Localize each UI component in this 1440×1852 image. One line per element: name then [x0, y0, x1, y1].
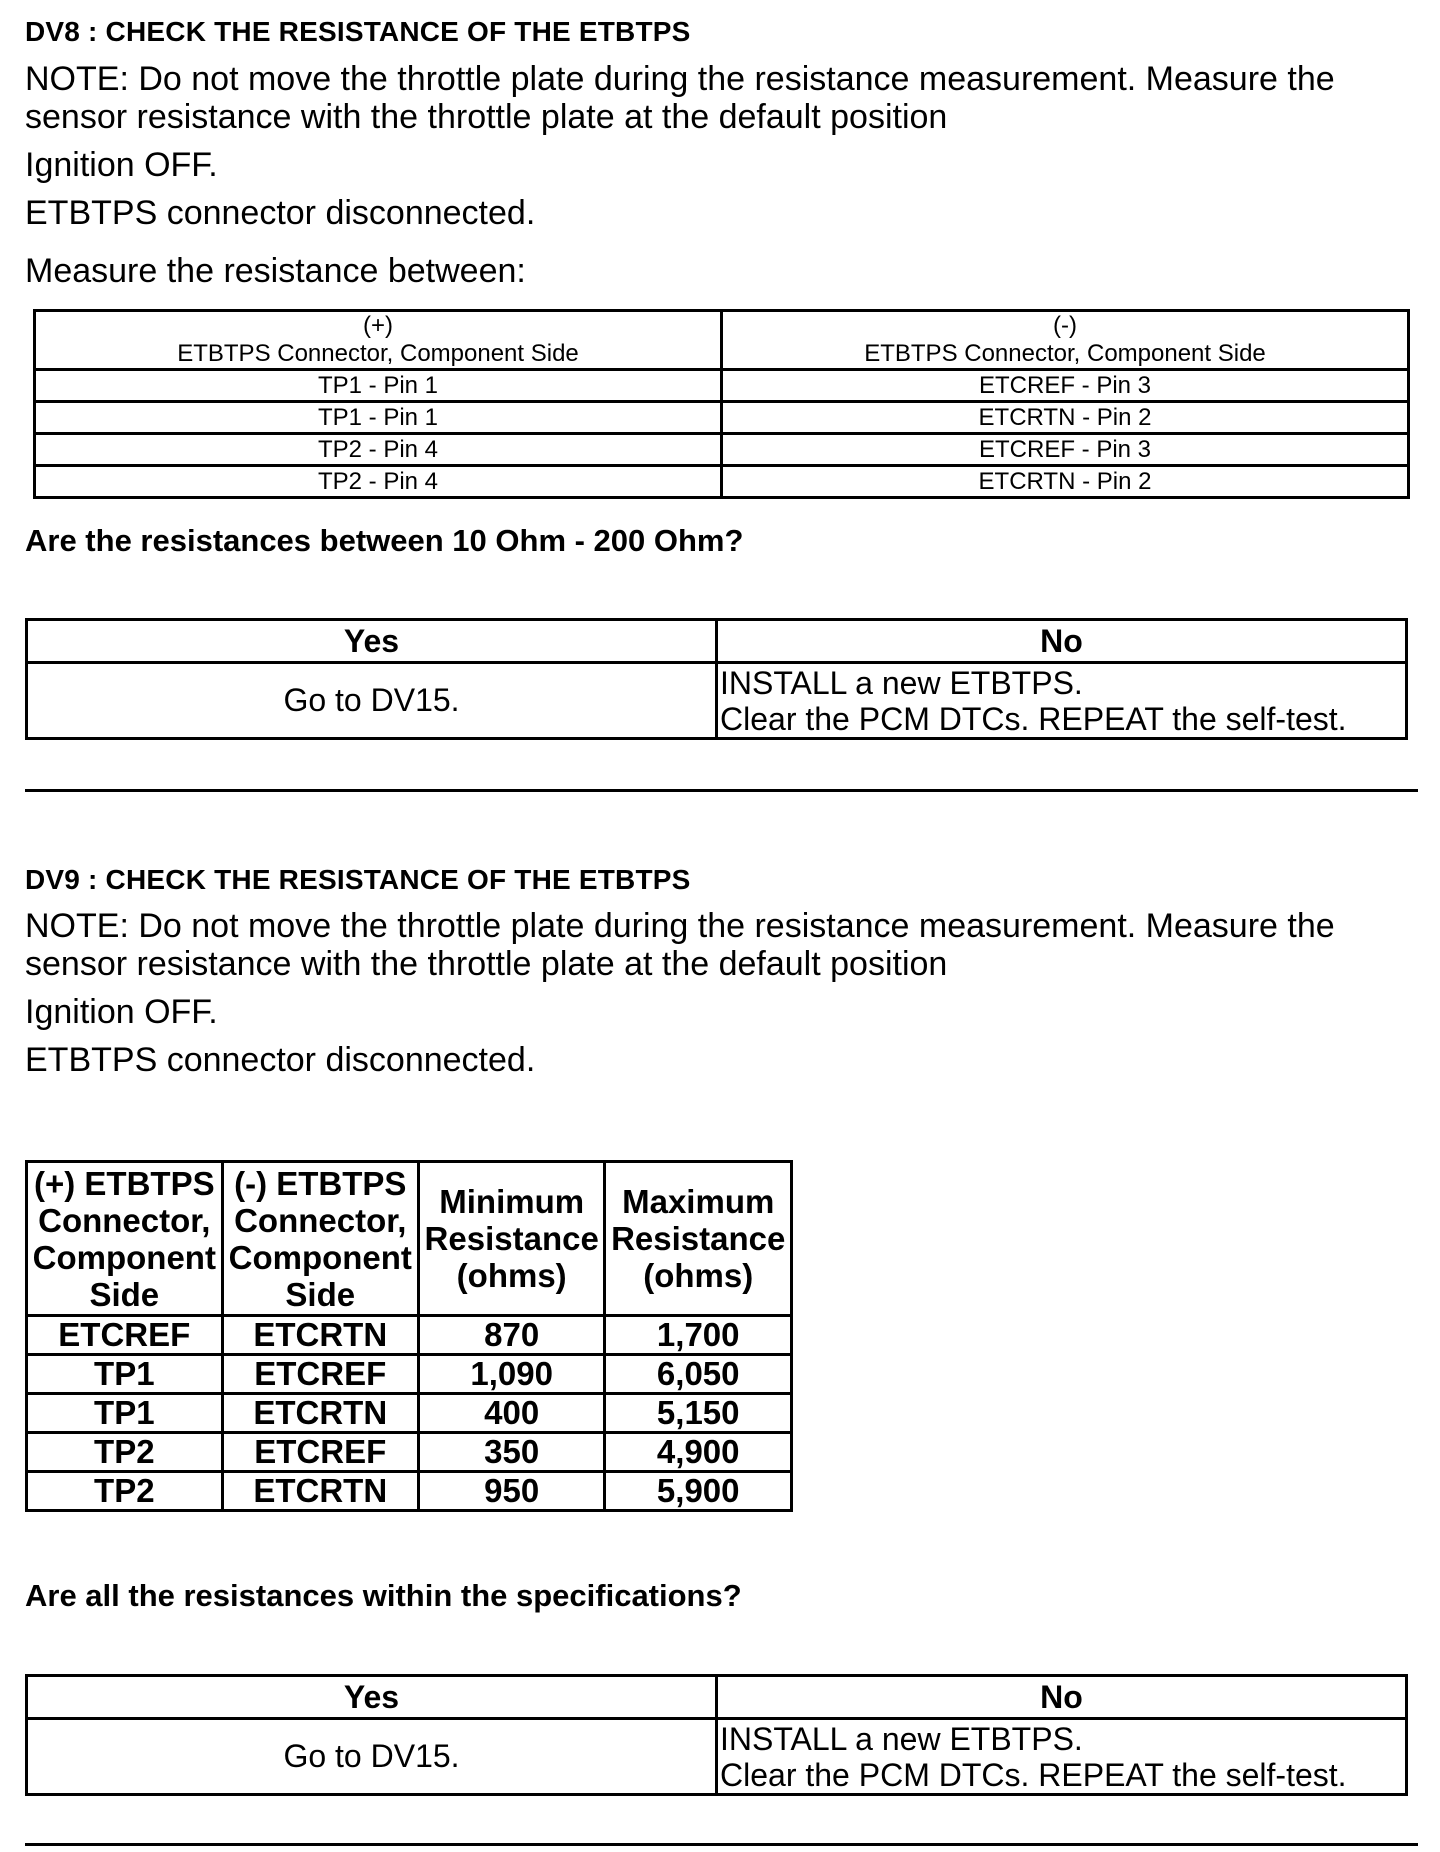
- col-min-resistance-header: Minimum Resistance (ohms): [418, 1162, 605, 1316]
- no-action: [717, 1719, 1407, 1795]
- cell-plus: TP1: [27, 1355, 223, 1394]
- dv8-measurement-table: [33, 309, 1410, 499]
- table-row: [27, 1316, 792, 1355]
- table-header-row: [35, 311, 1409, 370]
- col-plus-header: [35, 311, 722, 370]
- col-minus-header: [722, 311, 1409, 370]
- col-plus-sign: (+): [363, 312, 393, 339]
- table-row: [35, 466, 1409, 498]
- cell-min: 1,090: [418, 1355, 605, 1394]
- decision-header-row: [27, 620, 1407, 663]
- cell-plus: TP2: [27, 1433, 223, 1472]
- section-divider: [25, 1843, 1418, 1846]
- table-row: [35, 402, 1409, 434]
- cell-minus: ETCRTN - Pin 2: [722, 402, 1409, 434]
- table-row: [27, 1433, 792, 1472]
- cell-minus: ETCRTN - Pin 2: [722, 466, 1409, 498]
- cell-plus: TP1: [27, 1394, 223, 1433]
- col-minus-label: ETBTPS Connector, Component Side: [864, 340, 1266, 367]
- cell-max: 6,050: [605, 1355, 792, 1394]
- cell-min: 350: [418, 1433, 605, 1472]
- section-divider: [25, 789, 1418, 792]
- spec-header-row: [27, 1162, 792, 1316]
- dv9-question: Are all the resistances within the specifications?: [25, 1578, 742, 1613]
- yes-action: Go to DV15.: [27, 663, 717, 739]
- dv8-measure-intro: Measure the resistance between:: [25, 252, 526, 290]
- yes-header: Yes: [27, 620, 717, 663]
- dv8-connector-status: ETBTPS connector disconnected.: [25, 194, 536, 232]
- cell-max: 5,900: [605, 1472, 792, 1511]
- dv8-note: NOTE: Do not move the throttle plate during the resistance measurement. Measure the sensor resistance with the throttle plate at the default position: [25, 60, 1335, 136]
- dv9-connector-status: ETBTPS connector disconnected.: [25, 1041, 536, 1079]
- table-row: [35, 434, 1409, 466]
- yes-header: Yes: [27, 1676, 717, 1719]
- cell-plus: ETCREF: [27, 1316, 223, 1355]
- yes-action: Go to DV15.: [27, 1719, 717, 1795]
- cell-plus: TP2 - Pin 4: [35, 466, 722, 498]
- table-row: [27, 1394, 792, 1433]
- dv9-spec-table: [25, 1160, 793, 1512]
- cell-max: 1,700: [605, 1316, 792, 1355]
- col-minus-sign: (-): [1053, 312, 1077, 339]
- col-plus-label: ETBTPS Connector, Component Side: [177, 340, 579, 367]
- no-action-line-2: Clear the PCM DTCs. REPEAT the self-test.: [720, 700, 1347, 737]
- no-action-line-1: INSTALL a new ETBTPS.: [720, 664, 1083, 701]
- table-row: [35, 370, 1409, 402]
- dv8-heading: DV8 : CHECK THE RESISTANCE OF THE ETBTPS: [25, 16, 691, 47]
- no-header: No: [717, 620, 1407, 663]
- dv9-note: NOTE: Do not move the throttle plate during the resistance measurement. Measure the sensor resistance with the throttle plate at the default position: [25, 907, 1335, 983]
- no-action-line-1: INSTALL a new ETBTPS.: [720, 1720, 1083, 1757]
- col-plus-connector-header: (+) ETBTPS Connector, Component Side: [27, 1162, 223, 1316]
- no-action: [717, 663, 1407, 739]
- cell-minus: ETCRTN: [222, 1316, 418, 1355]
- cell-minus: ETCREF: [222, 1433, 418, 1472]
- cell-minus: ETCREF - Pin 3: [722, 370, 1409, 402]
- col-minus-connector-header: (-) ETBTPS Connector, Component Side: [222, 1162, 418, 1316]
- col-max-resistance-header: Maximum Resistance (ohms): [605, 1162, 792, 1316]
- cell-minus: ETCREF - Pin 3: [722, 434, 1409, 466]
- table-row: [27, 1355, 792, 1394]
- dv8-question: Are the resistances between 10 Ohm - 200 Ohm?: [25, 523, 744, 558]
- cell-plus: TP2: [27, 1472, 223, 1511]
- cell-minus: ETCRTN: [222, 1394, 418, 1433]
- table-row: [27, 1472, 792, 1511]
- cell-plus: TP1 - Pin 1: [35, 402, 722, 434]
- no-header: No: [717, 1676, 1407, 1719]
- decision-header-row: [27, 1676, 1407, 1719]
- cell-min: 400: [418, 1394, 605, 1433]
- dv8-ignition: Ignition OFF.: [25, 146, 218, 184]
- cell-max: 5,150: [605, 1394, 792, 1433]
- decision-action-row: [27, 663, 1407, 739]
- cell-minus: ETCREF: [222, 1355, 418, 1394]
- decision-action-row: [27, 1719, 1407, 1795]
- cell-min: 870: [418, 1316, 605, 1355]
- dv9-decision-table: [25, 1674, 1408, 1796]
- cell-max: 4,900: [605, 1433, 792, 1472]
- cell-plus: TP2 - Pin 4: [35, 434, 722, 466]
- dv8-decision-table: [25, 618, 1408, 740]
- no-action-line-2: Clear the PCM DTCs. REPEAT the self-test.: [720, 1756, 1347, 1793]
- cell-min: 950: [418, 1472, 605, 1511]
- dv9-heading: DV9 : CHECK THE RESISTANCE OF THE ETBTPS: [25, 864, 691, 895]
- cell-minus: ETCRTN: [222, 1472, 418, 1511]
- cell-plus: TP1 - Pin 1: [35, 370, 722, 402]
- dv9-ignition: Ignition OFF.: [25, 993, 218, 1031]
